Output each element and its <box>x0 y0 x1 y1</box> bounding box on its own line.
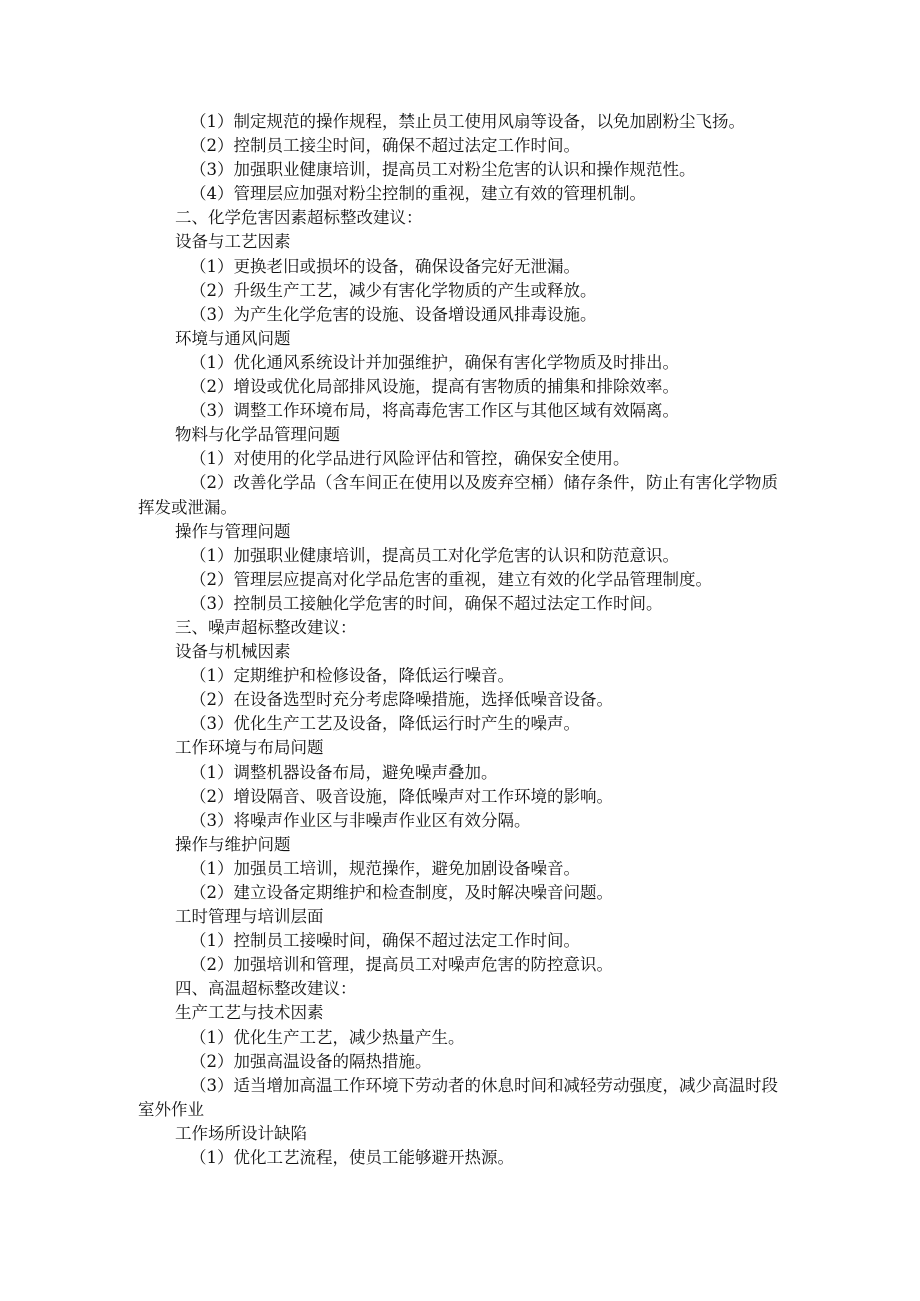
list-item: （1）加强职业健康培训，提高员工对化学危害的认识和防范意识。 <box>190 545 679 565</box>
section-heading: 工作场所设计缺陷 <box>175 1123 307 1143</box>
section-heading: 物料与化学品管理问题 <box>175 425 340 445</box>
list-item: （2）加强高温设备的隔热措施。 <box>190 1051 432 1071</box>
list-item: （1）对使用的化学品进行风险评估和管控，确保安全使用。 <box>190 449 630 469</box>
list-item: （1）制定规范的操作规程，禁止员工使用风扇等设备，以免加剧粉尘飞扬。 <box>190 112 745 131</box>
list-item: （1）调整机器设备布局，避免噪声叠加。 <box>190 762 498 782</box>
list-item: （3）适当增加高温工作环境下劳动者的休息时间和减轻劳动强度，减少高温时段室外作业 <box>138 1075 778 1119</box>
list-item: （2）加强培训和管理，提高员工对噪声危害的防控意识。 <box>190 955 613 975</box>
section-heading: 环境与通风问题 <box>175 328 291 348</box>
list-item: （3）将噪声作业区与非噪声作业区有效分隔。 <box>190 810 531 830</box>
list-item: （2）在设备选型时充分考虑降噪措施，选择低噪音设备。 <box>190 690 613 710</box>
section-heading: 设备与工艺因素 <box>175 232 291 252</box>
list-item: （3）调整工作环境布局，将高毒危害工作区与其他区域有效隔离。 <box>190 401 679 421</box>
list-item: （1）控制员工接噪时间，确保不超过法定工作时间。 <box>190 931 580 951</box>
list-item: （2）控制员工接尘时间，确保不超过法定工作时间。 <box>190 136 580 156</box>
section-heading: 设备与机械因素 <box>175 642 291 662</box>
list-item: （3）为产生化学危害的设施、设备增设通风排毒设施。 <box>190 304 597 324</box>
section-heading: 操作与管理问题 <box>175 521 291 541</box>
section-heading: 三、噪声超标整改建议： <box>175 617 357 637</box>
section-heading: 生产工艺与技术因素 <box>175 1003 324 1023</box>
section-heading: 操作与维护问题 <box>175 834 291 854</box>
list-item: （1）优化生产工艺，减少热量产生。 <box>190 1027 465 1047</box>
list-item: （2）建立设备定期维护和检查制度，及时解决噪音问题。 <box>190 883 613 902</box>
section-heading: 二、化学危害因素超标整改建议： <box>175 208 423 228</box>
list-item: （2）升级生产工艺，减少有害化学物质的产生或释放。 <box>190 280 597 300</box>
list-item: （1）定期维护和检修设备，降低运行噪音。 <box>190 666 514 686</box>
section-heading: 工作环境与布局问题 <box>175 738 324 758</box>
section-heading: 工时管理与培训层面 <box>175 907 324 927</box>
document-body <box>138 110 778 1170</box>
list-item: （1）优化通风系统设计并加强维护，确保有害化学物质及时排出。 <box>190 352 679 372</box>
list-item: （1）更换老旧或损坏的设备，确保设备完好无泄漏。 <box>190 256 580 276</box>
list-item: （2）管理层应提高对化学品危害的重视，建立有效的化学品管理制度。 <box>190 569 712 589</box>
list-item: （3）加强职业健康培训，提高员工对粉尘危害的认识和操作规范性。 <box>190 160 696 180</box>
list-item: （2）增设隔音、吸音设施，降低噪声对工作环境的影响。 <box>190 786 613 806</box>
list-item: （2）增设或优化局部排风设施，提高有害物质的捕集和排除效率。 <box>190 377 679 397</box>
list-item: （2）改善化学品（含车间正在使用以及废弃空桶）储存条件，防止有害化学物质挥发或泄漏。 <box>138 473 778 517</box>
list-item: （3）优化生产工艺及设备，降低运行时产生的噪声。 <box>190 714 580 734</box>
list-item: （1）优化工艺流程，使员工能够避开热源。 <box>190 1148 514 1168</box>
list-item: （1）加强员工培训，规范操作，避免加剧设备噪音。 <box>190 858 580 878</box>
list-item: （3）控制员工接触化学危害的时间，确保不超过法定工作时间。 <box>190 593 663 613</box>
section-heading: 四、高温超标整改建议： <box>175 979 357 999</box>
list-item: （4）管理层应加强对粉尘控制的重视，建立有效的管理机制。 <box>190 184 646 204</box>
